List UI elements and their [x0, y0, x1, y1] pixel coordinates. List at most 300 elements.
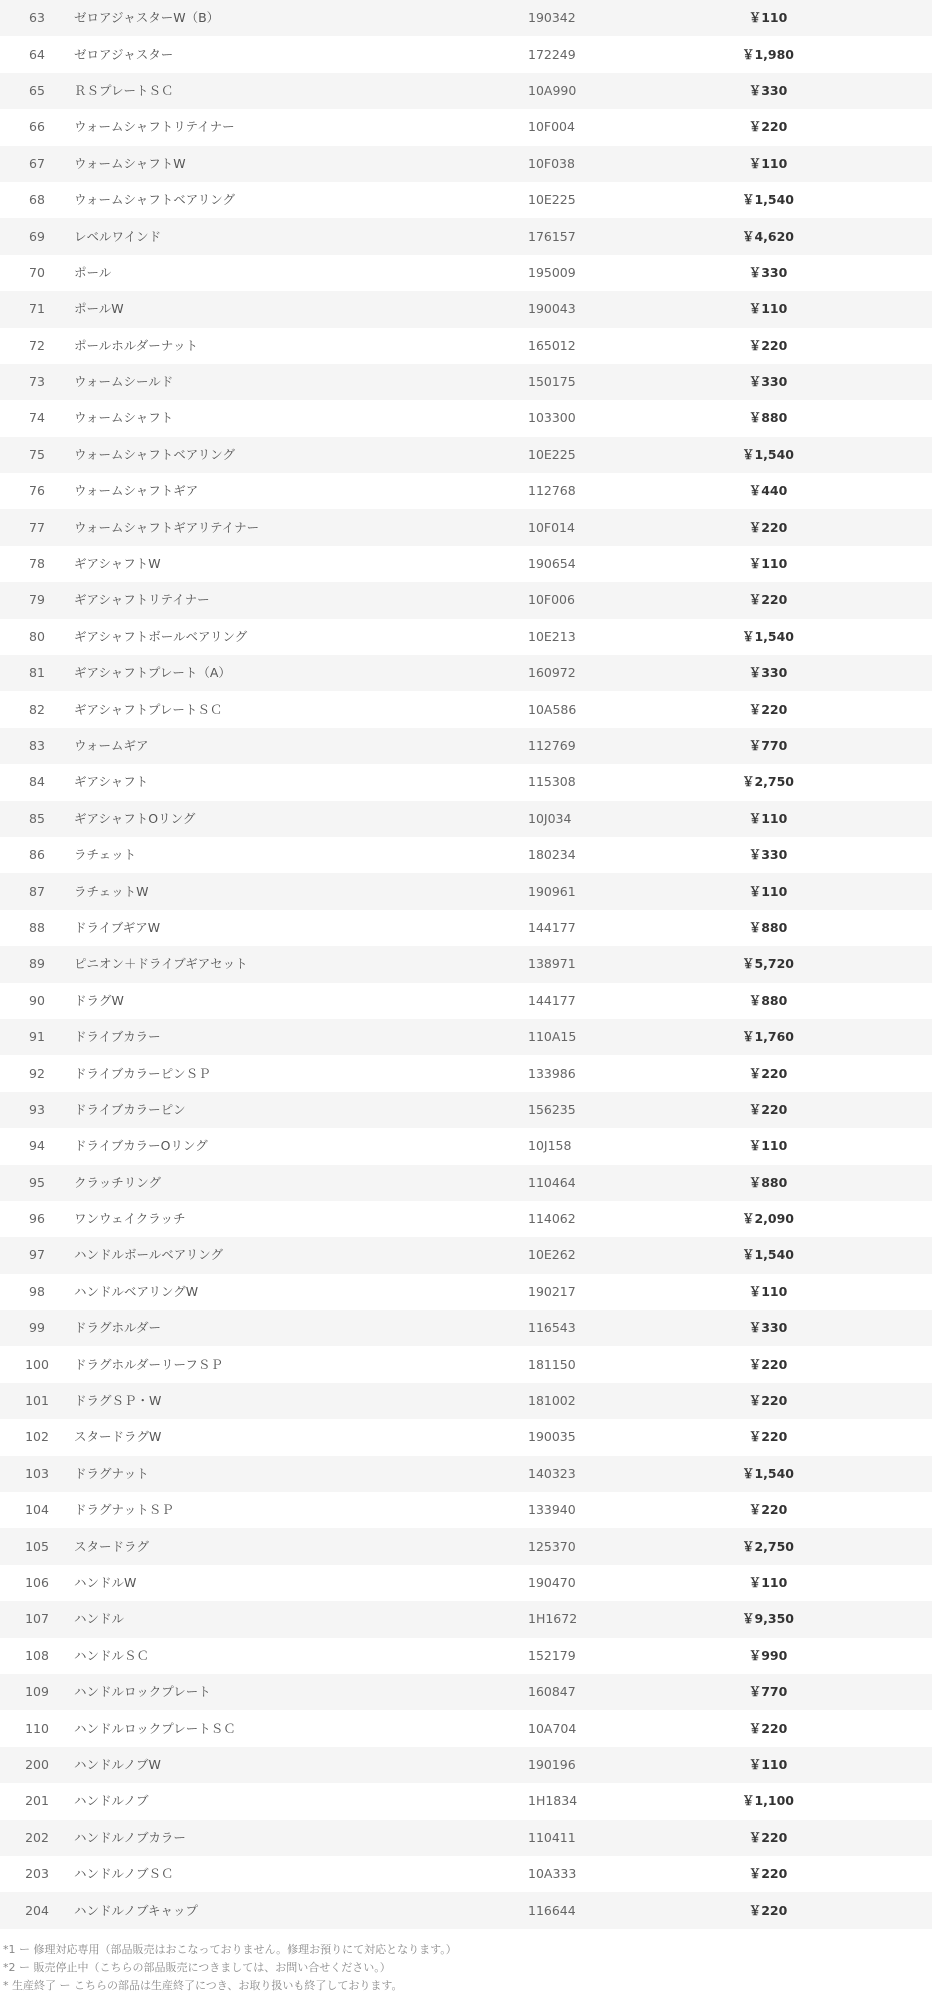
part-number-cell: 68 [29, 192, 45, 208]
table-row [0, 1092, 932, 1128]
part-price-cell: ￥110 [748, 883, 788, 899]
table-row [0, 1128, 932, 1164]
part-name-cell: ウォームシャフトリテイナー [74, 119, 235, 135]
part-number-cell: 95 [29, 1174, 45, 1190]
part-name-cell: ドライブカラー [74, 1029, 161, 1045]
part-price-cell: ￥220 [748, 1356, 788, 1372]
part-code-cell: 190217 [528, 1283, 576, 1299]
part-number-cell: 101 [25, 1393, 49, 1409]
empty-cell [858, 182, 932, 218]
part-price-cell: ￥2,750 [741, 774, 795, 790]
table-row [0, 837, 932, 873]
part-code-cell: 125370 [528, 1538, 576, 1554]
part-price-cell: ￥1,540 [741, 628, 795, 644]
part-number-cell: 77 [29, 519, 45, 535]
empty-cell [858, 328, 932, 364]
part-code-cell: 10E225 [528, 446, 576, 462]
empty-cell [858, 1710, 932, 1746]
part-price-cell: ￥1,540 [741, 1465, 795, 1481]
part-price-cell: ￥1,980 [741, 46, 795, 62]
table-row [0, 1892, 932, 1928]
empty-cell [858, 1092, 932, 1128]
part-code-cell: 190470 [528, 1574, 576, 1590]
part-number-cell: 89 [29, 956, 45, 972]
part-number-cell: 63 [29, 10, 45, 26]
part-name-cell: ゼロアジャスター [74, 46, 174, 62]
part-name-cell: ウォームシャフトギアリテイナー [74, 519, 260, 535]
table-row [0, 1820, 932, 1856]
footnotes [0, 1941, 934, 1995]
part-code-cell: 133986 [528, 1065, 576, 1081]
part-code-cell: 190342 [528, 10, 576, 26]
part-price-cell: ￥1,540 [741, 1247, 795, 1263]
table-row [0, 546, 932, 582]
part-name-cell: ドライブカラーピン [74, 1101, 186, 1117]
part-name-cell: ドライブギアW [74, 919, 161, 935]
part-price-cell: ￥220 [748, 1101, 788, 1117]
part-price-cell: ￥220 [748, 1720, 788, 1736]
empty-cell [858, 619, 932, 655]
empty-cell [858, 801, 932, 837]
part-code-cell: 160972 [528, 665, 576, 681]
part-name-cell: ウォームギア [74, 738, 149, 753]
part-name-cell: ギアシャフトプレート（A） [74, 665, 231, 681]
empty-cell [858, 946, 932, 982]
part-name-cell: ポールW [74, 301, 124, 317]
part-name-cell: ドライブカラーOリング [74, 1138, 208, 1154]
table-row [0, 728, 932, 764]
part-code-cell: 1H1672 [528, 1611, 578, 1627]
part-price-cell: ￥1,760 [741, 1029, 795, 1045]
part-name-cell: ポールホルダーナット [74, 337, 199, 353]
part-price-cell: ￥9,350 [741, 1611, 795, 1627]
part-number-cell: 67 [29, 155, 45, 171]
table-row [0, 1310, 932, 1346]
empty-cell [858, 364, 932, 400]
part-name-cell: ウォームシャフトW [74, 155, 186, 171]
table-row [0, 691, 932, 727]
footnote-discontinued: * 生産終了 ー こちらの部品は生産終了につき、お取り扱いも終了しております。 [3, 1978, 403, 1992]
table-row [0, 1601, 932, 1637]
part-number-cell: 98 [29, 1283, 45, 1299]
part-code-cell: 144177 [528, 992, 576, 1008]
empty-cell [858, 655, 932, 691]
part-code-cell: 190035 [528, 1429, 576, 1445]
table-row [0, 1856, 932, 1892]
part-name-cell: スタードラグW [74, 1429, 162, 1445]
part-price-cell: ￥220 [748, 337, 788, 353]
part-code-cell: 110A15 [528, 1029, 577, 1045]
part-code-cell: 190196 [528, 1756, 576, 1772]
part-name-cell: ゼロアジャスターW（B） [74, 10, 220, 26]
part-code-cell: 10A586 [528, 701, 577, 717]
part-price-cell: ￥330 [748, 1320, 788, 1336]
empty-cell [858, 1165, 932, 1201]
part-name-cell: ウォームシャフトベアリング [74, 446, 236, 462]
empty-cell [858, 582, 932, 618]
part-code-cell: 10F006 [528, 592, 575, 608]
table-row [0, 1638, 932, 1674]
part-price-cell: ￥220 [748, 1902, 788, 1918]
part-number-cell: 105 [25, 1538, 49, 1554]
table-row [0, 983, 932, 1019]
part-code-cell: 110464 [528, 1174, 576, 1190]
part-code-cell: 181002 [528, 1393, 576, 1409]
table-row [0, 619, 932, 655]
table-row [0, 1783, 932, 1819]
part-code-cell: 10F004 [528, 119, 575, 135]
part-price-cell: ￥220 [748, 1866, 788, 1882]
part-number-cell: 65 [29, 82, 45, 98]
table-row [0, 801, 932, 837]
table-row [0, 255, 932, 291]
part-code-cell: 138971 [528, 956, 576, 972]
part-price-cell: ￥330 [748, 847, 788, 863]
part-number-cell: 104 [25, 1502, 49, 1518]
part-name-cell: ギアシャフトリテイナー [74, 592, 210, 608]
table-row [0, 1710, 932, 1746]
part-name-cell: ハンドルノブキャップ [74, 1902, 199, 1918]
part-number-cell: 87 [29, 883, 45, 899]
empty-cell [858, 910, 932, 946]
part-price-cell: ￥880 [748, 410, 788, 426]
empty-cell [858, 1274, 932, 1310]
table-row [0, 437, 932, 473]
part-name-cell: ハンドル [74, 1611, 125, 1627]
part-price-cell: ￥110 [748, 810, 788, 826]
empty-cell [858, 1055, 932, 1091]
part-number-cell: 75 [29, 446, 45, 462]
part-code-cell: 10A704 [528, 1720, 577, 1736]
part-number-cell: 80 [29, 628, 45, 644]
part-name-cell: ラチェットW [74, 883, 149, 899]
part-number-cell: 99 [29, 1320, 45, 1336]
empty-cell [858, 1783, 932, 1819]
empty-cell [858, 983, 932, 1019]
part-code-cell: 190654 [528, 556, 576, 572]
footnote-repair-only: *1 ー 修理対応専用（部品販売はおこなっておりません。修理お預りにて対応となります。） [3, 1942, 457, 1956]
table-row [0, 1237, 932, 1273]
empty-cell [858, 1638, 932, 1674]
part-number-cell: 82 [29, 701, 45, 717]
part-code-cell: 144177 [528, 919, 576, 935]
part-name-cell: ギアシャフトW [74, 556, 161, 572]
table-row [0, 655, 932, 691]
empty-cell [858, 1492, 932, 1528]
part-number-cell: 71 [29, 301, 45, 317]
part-code-cell: 150175 [528, 374, 576, 390]
empty-cell [858, 1383, 932, 1419]
part-name-cell: ギアシャフトプレートＳＣ [74, 701, 223, 717]
empty-cell [858, 1346, 932, 1382]
part-name-cell: ハンドルノブＳＣ [74, 1866, 174, 1882]
part-code-cell: 160847 [528, 1684, 576, 1700]
part-price-cell: ￥880 [748, 992, 788, 1008]
part-code-cell: 103300 [528, 410, 576, 426]
part-name-cell: ドライブカラーピンＳＰ [74, 1065, 211, 1081]
part-code-cell: 116644 [528, 1902, 576, 1918]
part-price-cell: ￥220 [748, 1065, 788, 1081]
part-price-cell: ￥220 [748, 519, 788, 535]
empty-cell [858, 255, 932, 291]
part-price-cell: ￥110 [748, 1138, 788, 1154]
part-price-cell: ￥990 [748, 1647, 788, 1663]
footnote-sales-suspended: *2 ー 販売停止中（こちらの部品販売につきましては、お問い合せください。） [3, 1960, 391, 1974]
empty-cell [858, 1856, 932, 1892]
part-code-cell: 165012 [528, 337, 576, 353]
table-row [0, 328, 932, 364]
part-name-cell: ドラグＳＰ・W [74, 1393, 162, 1409]
table-row [0, 582, 932, 618]
part-number-cell: 108 [25, 1647, 49, 1663]
part-name-cell: ＲＳプレートＳＣ [74, 82, 174, 98]
part-number-cell: 86 [29, 847, 45, 863]
empty-cell [858, 873, 932, 909]
part-number-cell: 97 [29, 1247, 45, 1263]
part-code-cell: 152179 [528, 1647, 576, 1663]
part-code-cell: 181150 [528, 1356, 576, 1372]
table-row [0, 873, 932, 909]
part-name-cell: ドラグホルダー [74, 1320, 162, 1336]
table-row [0, 364, 932, 400]
empty-cell [858, 1237, 932, 1273]
part-name-cell: ワンウェイクラッチ [74, 1211, 186, 1227]
part-code-cell: 140323 [528, 1465, 576, 1481]
part-price-cell: ￥220 [748, 592, 788, 608]
part-price-cell: ￥110 [748, 556, 788, 572]
part-number-cell: 103 [25, 1465, 49, 1481]
part-number-cell: 74 [29, 410, 45, 426]
part-number-cell: 69 [29, 228, 45, 244]
table-row [0, 1492, 932, 1528]
table-row [0, 509, 932, 545]
part-number-cell: 81 [29, 665, 45, 681]
part-price-cell: ￥770 [748, 738, 788, 753]
empty-cell [858, 1528, 932, 1564]
part-name-cell: ハンドルノブW [74, 1756, 161, 1772]
part-name-cell: ハンドルロックプレートＳＣ [74, 1720, 236, 1736]
part-number-cell: 109 [25, 1684, 49, 1700]
part-number-cell: 110 [25, 1720, 49, 1736]
part-name-cell: ギアシャフトOリング [74, 810, 196, 826]
empty-cell [858, 1674, 932, 1710]
part-number-cell: 85 [29, 810, 45, 826]
part-number-cell: 203 [25, 1866, 49, 1882]
part-name-cell: ドラグナット [74, 1465, 149, 1481]
part-name-cell: ウォームシャフトギア [74, 483, 199, 499]
table-row [0, 1201, 932, 1237]
part-number-cell: 96 [29, 1211, 45, 1227]
part-price-cell: ￥4,620 [741, 228, 795, 244]
part-number-cell: 93 [29, 1101, 45, 1117]
part-name-cell: スタードラグ [74, 1538, 150, 1554]
part-code-cell: 10F014 [528, 519, 575, 535]
empty-cell [858, 728, 932, 764]
part-name-cell: ハンドルW [74, 1574, 137, 1590]
table-row [0, 764, 932, 800]
part-name-cell: ハンドルロックプレート [74, 1684, 211, 1700]
part-code-cell: 10J034 [528, 810, 572, 826]
part-price-cell: ￥110 [748, 155, 788, 171]
table-row [0, 910, 932, 946]
part-number-cell: 91 [29, 1029, 45, 1045]
part-price-cell: ￥220 [748, 1502, 788, 1518]
table-row [0, 1165, 932, 1201]
part-number-cell: 72 [29, 337, 45, 353]
part-name-cell: ドラグW [74, 992, 124, 1008]
part-code-cell: 176157 [528, 228, 576, 244]
empty-cell [858, 837, 932, 873]
part-name-cell: クラッチリング [74, 1174, 162, 1190]
part-name-cell: ギアシャフト [74, 774, 149, 790]
part-name-cell: レベルワインド [74, 228, 162, 244]
part-code-cell: 10J158 [528, 1138, 572, 1154]
part-number-cell: 107 [25, 1611, 49, 1627]
part-number-cell: 202 [25, 1829, 49, 1845]
empty-cell [858, 1019, 932, 1055]
part-price-cell: ￥880 [748, 1174, 788, 1190]
part-code-cell: 195009 [528, 264, 576, 280]
empty-cell [858, 1820, 932, 1856]
empty-cell [858, 1601, 932, 1637]
part-number-cell: 106 [25, 1574, 49, 1590]
empty-cell [858, 1310, 932, 1346]
part-name-cell: ポール [74, 264, 112, 280]
empty-cell [858, 1128, 932, 1164]
part-price-cell: ￥110 [748, 301, 788, 317]
part-code-cell: 10F038 [528, 155, 575, 171]
part-name-cell: ウォームシールド [74, 374, 174, 390]
part-number-cell: 76 [29, 483, 45, 499]
empty-cell [858, 146, 932, 182]
part-price-cell: ￥220 [748, 1429, 788, 1445]
part-price-cell: ￥5,720 [741, 956, 795, 972]
part-price-cell: ￥220 [748, 1393, 788, 1409]
part-name-cell: ウォームシャフト [74, 410, 174, 426]
part-code-cell: 10E213 [528, 628, 576, 644]
part-number-cell: 78 [29, 556, 45, 572]
table-row [0, 36, 932, 72]
part-number-cell: 73 [29, 374, 45, 390]
empty-cell [858, 36, 932, 72]
table-row [0, 473, 932, 509]
part-number-cell: 79 [29, 592, 45, 608]
part-code-cell: 114062 [528, 1211, 576, 1227]
part-name-cell: ドラグホルダーリーフＳＰ [74, 1356, 223, 1372]
empty-cell [858, 437, 932, 473]
part-price-cell: ￥330 [748, 82, 788, 98]
empty-cell [858, 400, 932, 436]
table-row [0, 1528, 932, 1564]
empty-cell [858, 764, 932, 800]
empty-cell [858, 1456, 932, 1492]
part-name-cell: ハンドルノブカラー [74, 1829, 186, 1845]
empty-cell [858, 1565, 932, 1601]
empty-cell [858, 218, 932, 254]
empty-cell [858, 509, 932, 545]
part-code-cell: 190961 [528, 883, 576, 899]
part-code-cell: 112768 [528, 483, 576, 499]
part-code-cell: 110411 [528, 1829, 576, 1845]
table-row [0, 109, 932, 145]
table-row [0, 1747, 932, 1783]
empty-cell [858, 1747, 932, 1783]
part-number-cell: 92 [29, 1065, 45, 1081]
table-row [0, 400, 932, 436]
part-name-cell: ピニオン＋ドライブギアセット [74, 956, 248, 972]
empty-cell [858, 1201, 932, 1237]
part-code-cell: 116543 [528, 1320, 576, 1336]
empty-cell [858, 291, 932, 327]
empty-cell [858, 109, 932, 145]
part-code-cell: 10A990 [528, 82, 577, 98]
table-row [0, 1674, 932, 1710]
part-price-cell: ￥110 [748, 10, 788, 26]
part-price-cell: ￥2,750 [741, 1538, 795, 1554]
part-code-cell: 133940 [528, 1502, 576, 1518]
part-name-cell: ギアシャフトボールベアリング [74, 628, 248, 644]
empty-cell [858, 0, 932, 36]
part-number-cell: 100 [25, 1356, 49, 1372]
part-number-cell: 102 [25, 1429, 49, 1445]
table-row [0, 1346, 932, 1382]
part-code-cell: 190043 [528, 301, 576, 317]
table-row [0, 1456, 932, 1492]
part-name-cell: ウォームシャフトベアリング [74, 192, 236, 208]
table-row [0, 946, 932, 982]
part-price-cell: ￥880 [748, 919, 788, 935]
part-code-cell: 10E225 [528, 192, 576, 208]
empty-cell [858, 73, 932, 109]
empty-cell [858, 1892, 932, 1928]
part-name-cell: ハンドルボールベアリング [74, 1247, 224, 1263]
part-code-cell: 156235 [528, 1101, 576, 1117]
part-price-cell: ￥1,540 [741, 446, 795, 462]
table-row [0, 1019, 932, 1055]
part-number-cell: 200 [25, 1756, 49, 1772]
part-price-cell: ￥770 [748, 1684, 788, 1700]
table-row [0, 1274, 932, 1310]
part-code-cell: 180234 [528, 847, 576, 863]
part-name-cell: ハンドルノブ [74, 1793, 149, 1809]
table-row [0, 1055, 932, 1091]
table-row [0, 1383, 932, 1419]
empty-cell [858, 546, 932, 582]
table-row [0, 182, 932, 218]
part-price-cell: ￥220 [748, 119, 788, 135]
part-price-cell: ￥2,090 [741, 1211, 795, 1227]
part-number-cell: 84 [29, 774, 45, 790]
table-row [0, 218, 932, 254]
part-name-cell: ドラグナットＳＰ [74, 1502, 174, 1518]
part-price-cell: ￥1,540 [741, 192, 795, 208]
part-price-cell: ￥1,100 [741, 1793, 795, 1809]
table-row [0, 0, 932, 36]
empty-cell [858, 473, 932, 509]
part-number-cell: 204 [25, 1902, 49, 1918]
part-price-cell: ￥440 [748, 483, 788, 499]
part-price-cell: ￥330 [748, 264, 788, 280]
table-row [0, 73, 932, 109]
empty-cell [858, 691, 932, 727]
part-number-cell: 66 [29, 119, 45, 135]
part-name-cell: ハンドルベアリングW [74, 1283, 199, 1299]
table-row [0, 146, 932, 182]
empty-cell [858, 1419, 932, 1455]
table-row [0, 1565, 932, 1601]
part-code-cell: 115308 [528, 774, 576, 790]
part-code-cell: 172249 [528, 46, 576, 62]
